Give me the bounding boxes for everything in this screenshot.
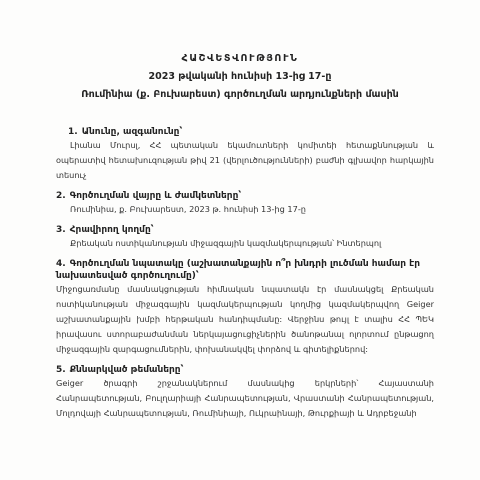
document-body <box>56 122 434 421</box>
section-number: 1. <box>68 127 78 137</box>
section-title: Անունը, ազգանունը՝ <box>81 127 183 137</box>
document-header <box>0 50 480 104</box>
section-title: Քննարկված թեմաները՝ <box>69 365 184 375</box>
section-3-text: Քրեական ոստիկանության միջազգային կազմակերպության՝ Ինտերպոլ <box>70 238 382 248</box>
section-3-heading <box>56 224 434 236</box>
section-number: 2. <box>56 191 66 201</box>
section-number: 4. <box>56 259 66 269</box>
section-4-text: Միջոցառմանը մասնակցության հիմնական նպատակն էր մասնակցել Քրեական ոստիկանության միջազգային կազմակերպության կողմից կազմակերպվող Geiger աշխատանքային խմբի հերթական հանդիպմանը: Վերջինս թույլ է տալիս ՀՀ ՊԵԿ իրավասու ստորաբաժանման ներկայացուցիչներին ծանոթանալ ոլորտում ընթացող միջազգային զարգացումներին, փոխանակվել փորձով և գիտելիքներով: <box>56 284 434 354</box>
document-title: ՀԱՇՎԵՏՎՈՒԹՅՈՒՆ <box>181 53 299 64</box>
section-title: Հրավիրող կողմը՝ <box>69 225 154 235</box>
section-number: 5. <box>56 365 66 375</box>
document-subject-line: Ռումինիա (ք. Բուխարեստ) գործուղման արդյունքների մասին <box>81 89 399 100</box>
section-title: Գործուղման վայրը և ժամկետները՝ <box>69 191 242 201</box>
section-1-heading <box>68 126 434 138</box>
section-2-text: Ռումինիա, ք. Բուխարեստ, 2023 թ. հունիսի 13-ից 17-ը <box>70 204 306 214</box>
section-number: 3. <box>56 225 66 235</box>
section-title: Գործուղման նպատակը (աշխատանքային ո՞ր խնդրի լուծման համար էր նախատեսված գործուղումը)՝ <box>56 259 420 281</box>
section-1-text: Լիանա Մուրսլ, ՀՀ պետական եկամուտների կոմիտեի հետաքննության և օպերատիվ հետախուզության թիվ 21 (վերլուծությունների) բաժնի գլխավոր հարկային տեսուչ <box>56 140 434 180</box>
section-4-heading <box>56 258 434 282</box>
document-date-line: 2023 թվականի հունիսի 13-ից 17-ը <box>148 71 332 82</box>
section-2-heading <box>56 190 434 202</box>
section-5-text: Geiger ծրագրի շրջանակներում մասնակից երկրների՝ Հայաստանի Հանրապետության, Բուլղարիայի Հանրապետության, Վրաստանի Հանրապետության, Մոլդովայի Հանրապետության, Ռումինիայի, Ուկրաինայի, Թուրքիայի և Ադրբեջանի <box>56 378 434 418</box>
section-5-heading <box>56 364 434 376</box>
